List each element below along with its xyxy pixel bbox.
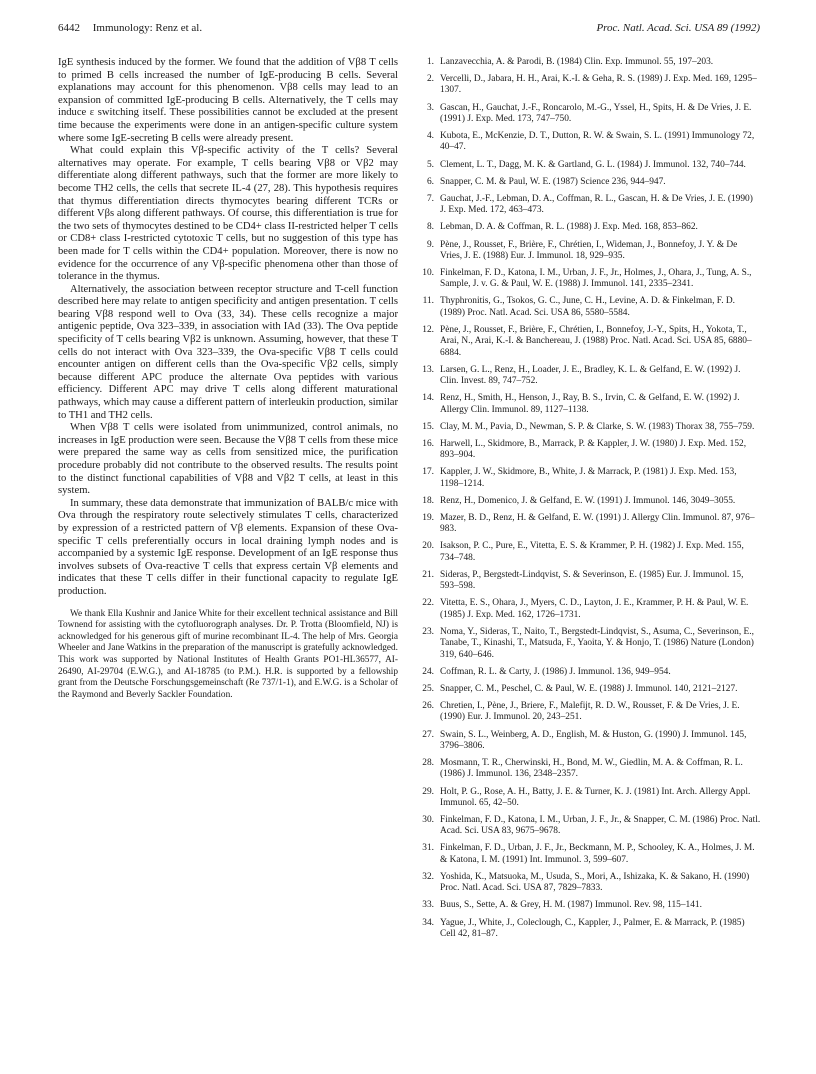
reference-item	[416, 240, 761, 263]
references-list	[416, 57, 761, 946]
reference-item	[416, 194, 761, 217]
reference-text: Isakson, P. C., Pure, E., Vitetta, E. S. & Krammer, P. H. (1982) J. Exp. Med. 155, 734–748.	[440, 541, 744, 563]
reference-item	[416, 730, 761, 753]
reference-number: 31.	[422, 843, 434, 854]
reference-number: 8.	[426, 222, 434, 233]
reference-item	[416, 325, 761, 359]
reference-text: Harwell, L., Skidmore, B., Marrack, P. & Kappler, J. W. (1980) J. Exp. Med. 152, 893–904.	[440, 438, 747, 461]
reference-text: Renz, H., Domenico, J. & Gelfand, E. W. (1991) J. Immunol. 146, 3049–3055.	[440, 495, 736, 506]
acknowledgment: We thank Ella Kushnir and Janice White for their excellent technical assistance and Bill Townend for assisting with the cytofluorograph analyses. Dr. P. Trotta (Bloomfield, NJ) is acknowledged for his generous gift of murine recombinant IL-4. The help of Mrs. Georgia Wheeler and Jane Watkins in the preparation of the manuscript is gratefully acknowledged. This work was supported by National Institutes of Health Grants PO1-HL36577, AI-26490, AI-29704 (E.W.G.), and AI-18785 (to P.M.). H.R. is supported by a fellowship grant from the Deutsche Forschungsgemeinschaft (Re 737/1-1), and E.W.G. is a Scholar of the Raymond and Beverly Sackler Foundation.	[58, 608, 398, 700]
reference-number: 1.	[426, 57, 434, 67]
reference-text: Kappler, J. W., Skidmore, B., White, J. & Marrack, P. (1981) J. Exp. Med. 153, 1198–1214.	[440, 467, 737, 489]
journal-citation: Proc. Natl. Acad. Sci. USA 89 (1992)	[596, 22, 760, 34]
reference-item	[416, 787, 761, 810]
reference-item	[416, 439, 761, 462]
reference-text: Finkelman, F. D., Katona, I. M., Urban, J. F., Jr., Holmes, J., Ohara, J., Tung, A. S., Sample, J. v. G. & Paul, W. E. (1988) J. Immunol. 141, 2335–2341.	[440, 267, 752, 290]
reference-text: Kubota, E., McKenzie, D. T., Dutton, R. W. & Swain, S. L. (1991) Immunology 72, 40–47.	[440, 131, 755, 153]
reference-item	[416, 393, 761, 416]
reference-item	[416, 815, 761, 838]
reference-item	[416, 918, 761, 941]
reference-item	[416, 843, 761, 866]
reference-number: 27.	[422, 729, 434, 740]
reference-number: 30.	[422, 814, 434, 825]
reference-number: 33.	[422, 900, 434, 911]
reference-number: 29.	[422, 786, 434, 797]
reference-number: 23.	[422, 626, 434, 637]
reference-number: 4.	[426, 131, 434, 142]
reference-item	[416, 598, 761, 621]
reference-item	[416, 422, 761, 433]
body-paragraph: IgE synthesis induced by the former. We found that the addition of Vβ8 T cells to primed B cells increased the number of IgE-producing B cells. Several explanations may account for this phenomenon. Vβ8 cells may lead to an expansion of committed IgE-producing B cells. Alternatively, the T cells may induce ε switching itself. These possibilities cannot be excluded at the present time because the experiments were done in an antigen-specific culture system where some IgE-secreting B cells were already present.	[58, 57, 398, 144]
section-title: Immunology: Renz et al.	[92, 22, 203, 34]
reference-number: 10.	[422, 267, 434, 278]
body-paragraph: What could explain this Vβ-specific activity of the T cells? Several alternatives may operate. For example, T cells bearing Vβ8 or Vβ2 may differentiate along different pathways, such that the former are more likely to become TH2 cells, the cells that secrete IL-4 (27, 28). This hypothesis requires that thymus differentiation directs thymocytes bearing different TCRs or different Vβs along different pathways. Of course, this differentiation is true for the two sets of thymocytes destined to be CD4+ class II-restricted helper T cells or CD8+ class I-restricted cytotoxic T cells, but no suggestion of this type has been made for T cells within the CD4+ population. Moreover, there is now no evidence for the occurrence of any Vβ-specific phenomena other than those of tolerance in the thymus.	[58, 145, 398, 283]
reference-item	[416, 365, 761, 388]
reference-item	[416, 667, 761, 678]
reference-number: 18.	[422, 495, 434, 506]
reference-number: 20.	[422, 541, 434, 552]
reference-number: 34.	[422, 917, 434, 928]
reference-item	[416, 684, 761, 695]
reference-number: 12.	[422, 324, 434, 335]
reference-item	[416, 701, 761, 724]
reference-number: 28.	[422, 758, 434, 769]
reference-text: Pène, J., Rousset, F., Brière, F., Chrétien, I., Bonnefoy, J.-Y., Spits, H., Yokota, T., Arai, N., Arai, K.-I. & Banchereau, J. (1988) Proc. Natl. Acad. Sci. USA 85, 6880–6884.	[440, 324, 752, 358]
reference-text: Gascan, H., Gauchat, J.-F., Roncarolo, M.-G., Yssel, H., Spits, H. & De Vries, J. E. (1991) J. Exp. Med. 173, 747–750.	[440, 102, 752, 124]
reference-item	[416, 541, 761, 564]
reference-number: 24.	[422, 666, 434, 677]
reference-item	[416, 57, 761, 68]
reference-text: Chretien, I., Pène, J., Briere, F., Malefijt, R. D. W., Rousset, F. & De Vries, J. E. (1990) Eur. J. Immunol. 20, 243–251.	[440, 701, 740, 723]
reference-item	[416, 268, 761, 291]
reference-text: Finkelman, F. D., Urban, J. F., Jr., Beckmann, M. P., Schooley, K. A., Holmes, J. M. & Katona, I. M. (1991) Int. Immunol. 3, 599–607.	[440, 843, 755, 865]
reference-item	[416, 131, 761, 154]
reference-text: Yoshida, K., Matsuoka, M., Usuda, S., Mori, A., Ishizaka, K. & Sakano, H. (1990) Proc. Natl. Acad. Sci. USA 87, 7829–7833.	[440, 871, 750, 894]
reference-item	[416, 74, 761, 97]
reference-item	[416, 900, 761, 911]
reference-item	[416, 627, 761, 661]
reference-item	[416, 467, 761, 490]
reference-number: 25.	[422, 683, 434, 694]
reference-item	[416, 160, 761, 171]
reference-text: Buus, S., Sette, A. & Grey, H. M. (1987) Immunol. Rev. 98, 115–141.	[440, 900, 702, 911]
reference-number: 32.	[422, 871, 434, 882]
reference-text: Swain, S. L., Weinberg, A. D., English, M. & Huston, G. (1990) J. Immunol. 145, 3796–3806.	[440, 729, 747, 751]
reference-number: 2.	[426, 74, 434, 85]
reference-item	[416, 222, 761, 233]
reference-item	[416, 177, 761, 188]
reference-number: 9.	[426, 239, 434, 250]
reference-text: Thyphronitis, G., Tsokos, G. C., June, C. H., Levine, A. D. & Finkelman, F. D. (1989) Proc. Natl. Acad. Sci. USA 86, 5580–5584.	[440, 296, 736, 318]
reference-text: Snapper, C. M., Peschel, C. & Paul, W. E. (1988) J. Immunol. 140, 2121–2127.	[440, 683, 738, 694]
reference-number: 26.	[422, 701, 434, 712]
reference-text: Larsen, G. L., Renz, H., Loader, J. E., Bradley, K. L. & Gelfand, E. W. (1992) J. Clin. Invest. 89, 747–752.	[440, 364, 741, 387]
reference-number: 17.	[422, 467, 434, 478]
body-text-column	[58, 57, 398, 701]
reference-number: 19.	[422, 513, 434, 523]
header-left	[58, 22, 202, 34]
reference-item	[416, 872, 761, 895]
reference-text: Lanzavecchia, A. & Parodi, B. (1984) Clin. Exp. Immunol. 55, 197–203.	[440, 57, 714, 67]
reference-item	[416, 513, 761, 536]
reference-text: Coffman, R. L. & Carty, J. (1986) J. Immunol. 136, 949–954.	[440, 666, 671, 677]
reference-text: Clay, M. M., Pavia, D., Newman, S. P. & Clarke, S. W. (1983) Thorax 38, 755–759.	[440, 421, 755, 432]
reference-text: Vercelli, D., Jabara, H. H., Arai, K.-I. & Geha, R. S. (1989) J. Exp. Med. 169, 1295–1307.	[440, 74, 757, 96]
reference-number: 5.	[426, 159, 434, 170]
reference-number: 6.	[426, 176, 434, 187]
reference-text: Pène, J., Rousset, F., Brière, F., Chrétien, I., Wideman, J., Bonnefoy, J. Y. & De Vries, J. E. (1988) Eur. J. Immunol. 18, 929–935.	[440, 239, 738, 261]
reference-item	[416, 296, 761, 319]
reference-item	[416, 758, 761, 781]
page-header	[58, 22, 760, 38]
reference-text: Snapper, C. M. & Paul, W. E. (1987) Science 236, 944–947.	[440, 176, 666, 187]
reference-text: Yague, J., White, J., Coleclough, C., Kappler, J., Palmer, E. & Marrack, P. (1985) Cell 42, 81–87.	[440, 917, 745, 939]
reference-number: 16.	[422, 438, 434, 449]
reference-text: Sideras, P., Bergstedt-Lindqvist, S. & Severinson, E. (1985) Eur. J. Immunol. 15, 593–598.	[440, 569, 744, 592]
reference-number: 13.	[422, 364, 434, 375]
reference-number: 21.	[422, 569, 434, 580]
reference-text: Finkelman, F. D., Katona, I. M., Urban, J. F., Jr., & Snapper, C. M. (1986) Proc. Natl. Acad. Sci. USA 83, 9675–9678.	[440, 814, 761, 837]
reference-item	[416, 103, 761, 126]
reference-number: 7.	[426, 193, 434, 204]
reference-item	[416, 496, 761, 507]
reference-text: Renz, H., Smith, H., Henson, J., Ray, B. S., Irvin, C. & Gelfand, E. W. (1992) J. Allergy Clin. Immunol. 89, 1127–1138.	[440, 393, 740, 415]
reference-text: Lebman, D. A. & Coffman, R. L. (1988) J. Exp. Med. 168, 853–862.	[440, 222, 698, 233]
reference-text: Noma, Y., Sideras, T., Naito, T., Bergstedt-Lindqvist, S., Asuma, C., Severinson, E., Tanabe, T., Kinashi, T., Matsuda, F., Yaoita, Y. & Honjo, T. (1986) Nature (London) 319, 640–646.	[440, 626, 754, 660]
body-paragraph: Alternatively, the association between receptor structure and T-cell function described here may relate to antigen specificity and antigen presentation. T cells bearing Vβ8 respond well to Ova (33, 34). These cells recognize a major antigenic peptide, Ova 323–339, in association with IAd (33). The Ova peptide specificity of T cells bearing Vβ2 is unknown. Assuming, however, that these T cells do not interact with Ova 323–339, the Ova-specific Vβ8 T cells could encounter antigen on different cells than the Ova-specific Vβ2 cells, simply because different APC produce the alternate Ova peptides with various efficiency. Different APC may drive T cells along different maturational pathways, which may cause a different pattern of interleukin production, similar to TH1 and TH2 cells.	[58, 283, 398, 421]
reference-number: 11.	[422, 296, 434, 307]
reference-number: 15.	[422, 421, 434, 432]
reference-text: Mosmann, T. R., Cherwinski, H., Bond, M. W., Giedlin, M. A. & Coffman, R. L. (1986) J. Immunol. 136, 2348–2357.	[440, 758, 743, 780]
reference-text: Gauchat, J.-F., Lebman, D. A., Coffman, R. L., Gascan, H. & De Vries, J. E. (1990) J. Exp. Med. 172, 463–473.	[440, 193, 753, 216]
reference-item	[416, 570, 761, 593]
body-paragraph: In summary, these data demonstrate that immunization of BALB/c mice with Ova through the respiratory route selectively stimulates T cells, characterized by expression of a restricted pattern of Vβ elements. Expansion of these Ova-specific T cells preferentially occurs in local draining lymph nodes and is accompanied by a systemic IgE response. Development of an IgE response thus involves subsets of Ova-reactive T cells that express certain Vβ elements and indicates that these T cells differ in their functional capacity to regulate IgE production.	[58, 497, 398, 597]
reference-number: 14.	[422, 393, 434, 404]
reference-text: Mazer, B. D., Renz, H. & Gelfand, E. W. (1991) J. Allergy Clin. Immunol. 87, 976–983.	[440, 513, 755, 535]
reference-number: 3.	[426, 102, 434, 113]
reference-text: Clement, L. T., Dagg, M. K. & Gartland, G. L. (1984) J. Immunol. 132, 740–744.	[440, 159, 746, 170]
body-paragraph: When Vβ8 T cells were isolated from unimmunized, control animals, no increases in IgE production were seen. Because the Vβ8 T cells from these mice were prepared the same way as cells from sensitized mice, the purification procedure probably did not contribute to the observed results. The results point to the distinct functional capabilities of Vβ8 and Vβ2 T cells, at least in this system.	[58, 422, 398, 497]
reference-text: Vitetta, E. S., Ohara, J., Myers, C. D., Layton, J. E., Krammer, P. H. & Paul, W. E. (1985) J. Exp. Med. 162, 1726–1731.	[440, 598, 749, 620]
reference-text: Holt, P. G., Rose, A. H., Batty, J. E. & Turner, K. J. (1981) Int. Arch. Allergy Appl. Immunol. 65, 42–50.	[440, 786, 751, 808]
page-number: 6442	[58, 22, 80, 34]
reference-number: 22.	[422, 598, 434, 609]
